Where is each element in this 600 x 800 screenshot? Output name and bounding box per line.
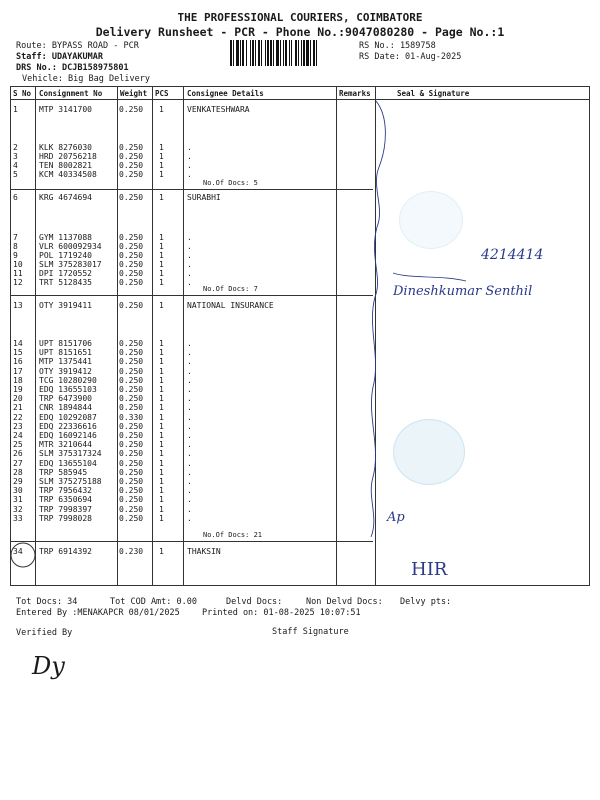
table-cell-sno: 17 xyxy=(13,366,23,376)
table-cell-pcs: 1 xyxy=(159,339,164,348)
table-cell-details: . xyxy=(187,440,192,450)
table-cell-pcs: 1 xyxy=(159,458,164,468)
table-cell-wt: 0.250 xyxy=(119,143,144,152)
table-cell-cons: TRT 5128435 xyxy=(39,278,92,287)
drs-no: DRS No.: DCJB158975801 xyxy=(16,63,129,73)
table-cell-pcs: 1 xyxy=(159,403,164,413)
table-cell-pcs: 1 xyxy=(159,385,164,394)
table-cell-wt: 0.250 xyxy=(119,431,144,440)
table-cell-wt: 0.250 xyxy=(119,458,144,468)
table-cell-sno: 21 xyxy=(13,403,23,413)
verifier-signature xyxy=(20,636,140,696)
remarks-pen-stroke xyxy=(371,101,385,537)
table-cell-sno: 22 xyxy=(13,412,23,422)
table-cell-pcs: 1 xyxy=(159,375,164,385)
rs-date: RS Date: 01-Aug-2025 xyxy=(359,52,462,62)
table-cell-pcs: 1 xyxy=(159,170,164,179)
table-cell-details: . xyxy=(187,458,192,468)
barcode xyxy=(230,40,356,66)
table-cell-cons: TEN 8002821 xyxy=(39,161,92,170)
table-cell-sno: 15 xyxy=(13,348,23,358)
handwritten-name: Dineshkumar Senthil xyxy=(393,284,533,299)
table-cell-details: . xyxy=(187,412,192,422)
table-cell-wt: 0.250 xyxy=(119,348,144,358)
table-cell-sno: 19 xyxy=(13,385,23,394)
table-cell-sno: 14 xyxy=(13,339,23,348)
table-cell-pcs: 1 xyxy=(159,269,164,278)
table-cell-wt: 0.250 xyxy=(119,301,144,310)
table-cell-pcs: 1 xyxy=(159,513,164,523)
table-cell-cons: EDQ 22336616 xyxy=(39,421,97,431)
table-cell-wt: 0.250 xyxy=(119,366,144,376)
table-cell-details: . xyxy=(187,357,192,367)
table-cell-wt: 0.250 xyxy=(119,394,144,404)
rs-no: RS No.: 1589758 xyxy=(359,41,436,51)
table-cell-wt: 0.250 xyxy=(119,467,144,477)
table-cell-sno: 9 xyxy=(13,251,18,260)
sno-circle xyxy=(11,543,35,567)
table-cell-cons: SLM 375317324 xyxy=(39,449,102,459)
table-cell-wt: 0.250 xyxy=(119,357,144,367)
table-cell-pcs: 1 xyxy=(159,242,164,251)
table-cell-sno: 31 xyxy=(13,495,23,505)
table-cell-pcs: 1 xyxy=(159,467,164,477)
table-cell-sno: 2 xyxy=(13,143,18,152)
table-cell-pcs: 1 xyxy=(159,449,164,459)
table-cell-details: THAKSIN xyxy=(187,547,221,556)
table-cell-sno: 20 xyxy=(13,394,23,404)
header-consignee: Consignee Details xyxy=(187,89,264,98)
table-cell-details: . xyxy=(187,449,192,459)
runsheet-table xyxy=(10,86,590,586)
table-cell-sno: 8 xyxy=(13,242,18,251)
table-cell-wt: 0.250 xyxy=(119,486,144,496)
table-cell-sno: 32 xyxy=(13,504,23,514)
table-cell-pcs: 1 xyxy=(159,495,164,505)
vehicle: Vehicle: Big Bag Delivery xyxy=(22,74,150,84)
table-cell-cons: TRP 6350694 xyxy=(39,495,92,505)
table-cell-wt: 0.250 xyxy=(119,495,144,505)
table-cell-cons: EDQ 10292087 xyxy=(39,412,97,422)
table-cell-wt: 0.250 xyxy=(119,513,144,523)
table-cell-details: VENKATESHWARA xyxy=(187,105,250,114)
table-cell-cons: TRP 7956432 xyxy=(39,486,92,496)
table-cell-pcs: 1 xyxy=(159,504,164,514)
table-cell-details: . xyxy=(187,513,192,523)
table-cell-wt: 0.250 xyxy=(119,251,144,260)
table-cell-cons: OTY 3919411 xyxy=(39,301,92,310)
table-cell-details: . xyxy=(187,385,192,394)
table-cell-details: . xyxy=(187,375,192,385)
table-cell-sno: 26 xyxy=(13,449,23,459)
table-cell-details: . xyxy=(187,431,192,440)
verifier-signature-text: Dy xyxy=(32,652,65,680)
table-cell-sno: 27 xyxy=(13,458,23,468)
table-cell-wt: 0.250 xyxy=(119,152,144,161)
tot-docs: Tot Docs: 34 xyxy=(16,597,78,607)
table-cell-details: . xyxy=(187,348,192,358)
group-note: No.Of Docs: 5 xyxy=(203,179,258,187)
table-cell-details: SURABHI xyxy=(187,193,221,202)
table-cell-sno: 11 xyxy=(13,269,23,278)
table-cell-wt: 0.250 xyxy=(119,278,144,287)
table-cell-details: . xyxy=(187,339,192,348)
table-cell-pcs: 1 xyxy=(159,260,164,269)
table-cell-wt: 0.250 xyxy=(119,449,144,459)
table-cell-cons: KRG 4674694 xyxy=(39,193,92,202)
table-cell-details: . xyxy=(187,495,192,505)
table-cell-wt: 0.250 xyxy=(119,477,144,486)
table-cell-wt: 0.250 xyxy=(119,193,144,202)
table-cell-details: . xyxy=(187,170,192,179)
table-cell-wt: 0.250 xyxy=(119,375,144,385)
delvd-docs: Delvd Docs: xyxy=(226,597,283,607)
table-cell-cons: UPT 8151651 xyxy=(39,348,92,358)
table-cell-pcs: 1 xyxy=(159,161,164,170)
table-cell-pcs: 1 xyxy=(159,394,164,404)
table-cell-details: . xyxy=(187,242,192,251)
non-delvd-docs: Non Delvd Docs: xyxy=(306,597,383,607)
table-cell-pcs: 1 xyxy=(159,143,164,152)
pen-underline xyxy=(393,273,466,281)
table-cell-pcs: 1 xyxy=(159,357,164,367)
table-cell-pcs: 1 xyxy=(159,301,164,310)
table-cell-details: . xyxy=(187,421,192,431)
table-cell-pcs: 1 xyxy=(159,233,164,242)
staff: Staff: UDAYAKUMAR xyxy=(16,52,103,62)
table-cell-wt: 0.250 xyxy=(119,504,144,514)
table-cell-details: . xyxy=(187,467,192,477)
table-cell-wt: 0.250 xyxy=(119,105,144,114)
table-cell-sno: 29 xyxy=(13,477,23,486)
group-note: No.Of Docs: 21 xyxy=(203,531,263,539)
table-cell-pcs: 1 xyxy=(159,486,164,496)
table-cell-cons: CNR 1894844 xyxy=(39,403,92,413)
table-cell-details: . xyxy=(187,403,192,413)
table-cell-pcs: 1 xyxy=(159,152,164,161)
table-cell-pcs: 1 xyxy=(159,278,164,287)
handwriting-layer xyxy=(11,87,591,587)
table-cell-cons: TRP 7998028 xyxy=(39,513,92,523)
table-cell-sno: 3 xyxy=(13,152,18,161)
header-weight: Weight xyxy=(120,89,148,98)
table-cell-cons: TRP 7998397 xyxy=(39,504,92,514)
table-cell-pcs: 1 xyxy=(159,348,164,358)
handwritten-initials: Ap xyxy=(387,510,405,525)
header-pcs: PCS xyxy=(155,89,169,98)
table-cell-details: . xyxy=(187,161,192,170)
table-cell-pcs: 1 xyxy=(159,421,164,431)
table-cell-sno: 7 xyxy=(13,233,18,242)
handwritten-number: 4214414 xyxy=(481,247,544,263)
table-cell-sno: 16 xyxy=(13,357,23,367)
table-cell-cons: SLM 375283017 xyxy=(39,260,102,269)
table-cell-sno: 33 xyxy=(13,513,23,523)
table-cell-wt: 0.250 xyxy=(119,403,144,413)
table-cell-details: . xyxy=(187,504,192,514)
table-cell-details: . xyxy=(187,260,192,269)
table-cell-details: . xyxy=(187,152,192,161)
table-cell-cons: MTR 3210644 xyxy=(39,440,92,450)
header-consignment: Consignment No xyxy=(39,89,103,98)
staff-signature: Staff Signature xyxy=(272,627,349,637)
table-cell-cons: EDQ 13655104 xyxy=(39,458,97,468)
table-cell-pcs: 1 xyxy=(159,366,164,376)
table-cell-cons: KCM 40334508 xyxy=(39,170,97,179)
table-cell-details: . xyxy=(187,269,192,278)
table-cell-sno: 18 xyxy=(13,375,23,385)
table-cell-details: . xyxy=(187,394,192,404)
header-remarks: Remarks xyxy=(339,89,371,98)
table-cell-cons: TRP 6473900 xyxy=(39,394,92,404)
table-cell-wt: 0.250 xyxy=(119,242,144,251)
table-cell-cons: POL 1719240 xyxy=(39,251,92,260)
table-cell-cons: GYM 1137088 xyxy=(39,233,92,242)
table-cell-cons: KLK 8276030 xyxy=(39,143,92,152)
table-cell-wt: 0.250 xyxy=(119,161,144,170)
table-cell-wt: 0.250 xyxy=(119,421,144,431)
table-cell-details: . xyxy=(187,278,192,287)
table-cell-cons: EDQ 16092146 xyxy=(39,431,97,440)
table-cell-sno: 5 xyxy=(13,170,18,179)
table-cell-wt: 0.250 xyxy=(119,233,144,242)
table-cell-details: . xyxy=(187,233,192,242)
table-cell-pcs: 1 xyxy=(159,440,164,450)
table-cell-cons: UPT 8151706 xyxy=(39,339,92,348)
table-cell-cons: OTY 3919412 xyxy=(39,366,92,376)
table-cell-pcs: 1 xyxy=(159,251,164,260)
table-cell-wt: 0.330 xyxy=(119,412,144,422)
group-note: No.Of Docs: 7 xyxy=(203,285,258,293)
table-cell-details: . xyxy=(187,251,192,260)
table-cell-sno: 10 xyxy=(13,260,23,269)
table-cell-pcs: 1 xyxy=(159,431,164,440)
table-cell-cons: SLM 375275188 xyxy=(39,477,102,486)
delvy-pts: Delvy pts: xyxy=(400,597,452,607)
runsheet-title: Delivery Runsheet - PCR - Phone No.:9047080280 - Page No.:1 xyxy=(95,25,505,39)
table-cell-wt: 0.250 xyxy=(119,440,144,450)
table-cell-sno: 12 xyxy=(13,278,23,287)
tot-cod: Tot COD Amt: 0.00 xyxy=(110,597,197,607)
table-cell-details: . xyxy=(187,486,192,496)
header-sno: S No xyxy=(13,89,32,98)
table-cell-details: . xyxy=(187,366,192,376)
table-cell-sno: 6 xyxy=(13,193,18,202)
header-seal-signature: Seal & Signature xyxy=(397,89,470,98)
table-cell-wt: 0.230 xyxy=(119,547,144,556)
table-cell-pcs: 1 xyxy=(159,477,164,486)
table-cell-cons: TCG 10280290 xyxy=(39,375,97,385)
table-cell-pcs: 1 xyxy=(159,412,164,422)
table-cell-sno: 30 xyxy=(13,486,23,496)
handwritten-sign-34: HIR xyxy=(411,559,448,580)
table-cell-sno: 25 xyxy=(13,440,23,450)
entered-by: Entered By :MENAKAPCR 08/01/2025 xyxy=(16,608,180,618)
table-cell-cons: DPI 1720552 xyxy=(39,269,92,278)
table-cell-details: NATIONAL INSURANCE xyxy=(187,301,274,310)
table-cell-sno: 34 xyxy=(13,547,23,556)
table-cell-cons: EDQ 13655103 xyxy=(39,385,97,394)
table-cell-cons: TRP 585945 xyxy=(39,467,88,477)
verified-by: Verified By xyxy=(16,628,73,638)
table-cell-cons: HRD 20756218 xyxy=(39,152,97,161)
table-cell-cons: TRP 6914392 xyxy=(39,547,92,556)
table-cell-sno: 24 xyxy=(13,431,23,440)
table-cell-wt: 0.250 xyxy=(119,385,144,394)
table-cell-sno: 28 xyxy=(13,467,23,477)
printed-on: Printed on: 01-08-2025 10:07:51 xyxy=(202,608,361,618)
table-cell-details: . xyxy=(187,143,192,152)
table-cell-details: . xyxy=(187,477,192,486)
table-cell-sno: 4 xyxy=(13,161,18,170)
table-cell-sno: 13 xyxy=(13,301,23,310)
company-title: THE PROFESSIONAL COURIERS, COIMBATORE xyxy=(177,11,423,24)
table-cell-wt: 0.250 xyxy=(119,339,144,348)
table-cell-wt: 0.250 xyxy=(119,260,144,269)
route: Route: BYPASS ROAD - PCR xyxy=(16,41,139,51)
table-cell-sno: 23 xyxy=(13,421,23,431)
table-cell-cons: VLR 600092934 xyxy=(39,242,102,251)
table-cell-pcs: 1 xyxy=(159,547,164,556)
table-cell-pcs: 1 xyxy=(159,193,164,202)
table-cell-cons: MTP 1375441 xyxy=(39,357,92,367)
table-cell-sno: 1 xyxy=(13,105,18,114)
table-cell-wt: 0.250 xyxy=(119,170,144,179)
table-cell-cons: MTP 3141700 xyxy=(39,105,92,114)
table-cell-wt: 0.250 xyxy=(119,269,144,278)
table-cell-pcs: 1 xyxy=(159,105,164,114)
